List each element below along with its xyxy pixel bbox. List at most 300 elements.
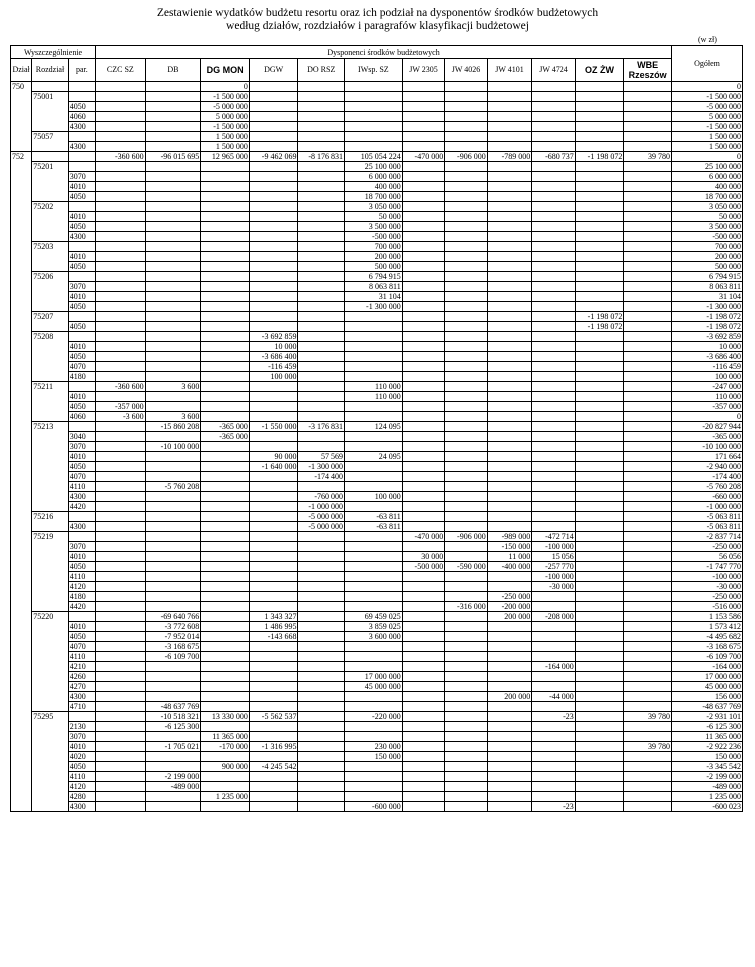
table-cell	[487, 142, 532, 152]
table-cell	[11, 112, 32, 122]
table-cell	[532, 722, 576, 732]
table-cell	[249, 522, 298, 532]
table-cell	[96, 732, 146, 742]
table-cell	[402, 692, 445, 702]
table-cell	[532, 772, 576, 782]
table-cell: -489 000	[672, 782, 743, 792]
table-cell	[624, 112, 672, 122]
table-cell	[532, 422, 576, 432]
table-cell	[11, 672, 32, 682]
table-cell	[575, 762, 624, 772]
table-cell	[532, 352, 576, 362]
table-cell	[532, 252, 576, 262]
table-cell	[402, 402, 445, 412]
table-cell	[445, 82, 488, 92]
table-cell	[201, 652, 250, 662]
table-cell	[11, 522, 32, 532]
table-cell: -5 760 208	[672, 482, 743, 492]
table-cell	[249, 482, 298, 492]
table-cell: 4110	[68, 772, 95, 782]
table-cell	[201, 372, 250, 382]
table-cell: -247 000	[672, 382, 743, 392]
table-row	[11, 802, 743, 812]
table-cell	[575, 562, 624, 572]
header-wbe-rzeszow: WBE Rzeszów	[624, 59, 672, 82]
table-cell: -1 500 000	[201, 122, 250, 132]
header-jw-2305: JW 2305	[402, 59, 445, 82]
table-cell	[96, 222, 146, 232]
table-cell	[445, 462, 488, 472]
table-cell: -1 640 000	[249, 462, 298, 472]
table-cell	[624, 682, 672, 692]
table-cell	[32, 522, 68, 532]
table-cell	[575, 772, 624, 782]
table-cell	[532, 412, 576, 422]
table-cell	[201, 442, 250, 452]
table-cell	[145, 222, 201, 232]
table-cell	[249, 132, 298, 142]
table-cell	[445, 472, 488, 482]
table-cell	[201, 602, 250, 612]
table-cell: -220 000	[345, 712, 403, 722]
table-cell	[201, 482, 250, 492]
table-cell: 4210	[68, 662, 95, 672]
table-cell	[487, 202, 532, 212]
table-cell	[532, 262, 576, 272]
table-cell: 4120	[68, 582, 95, 592]
table-cell	[32, 362, 68, 372]
table-cell	[249, 232, 298, 242]
table-cell	[298, 762, 345, 772]
table-cell	[201, 782, 250, 792]
table-cell	[32, 732, 68, 742]
table-cell	[249, 432, 298, 442]
table-row	[11, 602, 743, 612]
table-row	[11, 472, 743, 482]
table-cell	[402, 172, 445, 182]
table-cell: -3 600	[96, 412, 146, 422]
table-cell	[145, 242, 201, 252]
table-row	[11, 212, 743, 222]
table-cell	[201, 522, 250, 532]
table-row	[11, 392, 743, 402]
table-cell: 39 780	[624, 742, 672, 752]
table-cell: -170 000	[201, 742, 250, 752]
table-cell	[298, 162, 345, 172]
table-cell: 4050	[68, 302, 95, 312]
table-cell	[575, 192, 624, 202]
table-cell	[201, 472, 250, 482]
table-cell	[96, 622, 146, 632]
report-subtitle: według działów, rozdziałów i paragrafów klasyfikacji budżetowej	[226, 20, 529, 32]
table-row	[11, 562, 743, 572]
table-cell	[96, 202, 146, 212]
table-cell	[11, 312, 32, 322]
table-cell: 75001	[32, 92, 68, 102]
table-cell	[145, 102, 201, 112]
table-cell	[145, 682, 201, 692]
table-row	[11, 302, 743, 312]
table-cell: -1 500 000	[201, 92, 250, 102]
table-cell	[96, 352, 146, 362]
table-cell	[32, 542, 68, 552]
table-cell: 3070	[68, 282, 95, 292]
table-cell: 1 153 586	[672, 612, 743, 622]
table-cell	[145, 202, 201, 212]
table-cell	[575, 782, 624, 792]
table-cell: 4050	[68, 102, 95, 112]
table-cell	[201, 352, 250, 362]
table-cell	[624, 522, 672, 532]
table-cell	[575, 222, 624, 232]
table-cell	[445, 702, 488, 712]
table-cell	[575, 552, 624, 562]
table-cell	[249, 142, 298, 152]
table-cell	[32, 182, 68, 192]
table-cell	[298, 182, 345, 192]
table-cell	[96, 82, 146, 92]
table-cell	[575, 492, 624, 502]
table-cell	[487, 382, 532, 392]
table-cell	[402, 232, 445, 242]
table-cell	[201, 212, 250, 222]
table-cell: -2 922 236	[672, 742, 743, 752]
table-cell	[624, 182, 672, 192]
table-cell	[11, 472, 32, 482]
table-cell	[575, 112, 624, 122]
table-cell: 4050	[68, 632, 95, 642]
table-cell	[11, 582, 32, 592]
table-cell	[96, 802, 146, 812]
table-cell	[402, 722, 445, 732]
table-cell	[298, 682, 345, 692]
table-cell	[532, 182, 576, 192]
table-cell	[298, 142, 345, 152]
table-cell	[445, 272, 488, 282]
table-cell	[32, 392, 68, 402]
table-cell	[345, 362, 403, 372]
table-cell: -8 176 831	[298, 152, 345, 162]
table-cell	[487, 412, 532, 422]
table-cell	[445, 402, 488, 412]
table-cell: 12 965 000	[201, 152, 250, 162]
table-cell	[249, 442, 298, 452]
table-row	[11, 552, 743, 562]
table-cell: 69 459 025	[345, 612, 403, 622]
table-cell: 10 000	[672, 342, 743, 352]
table-cell	[32, 352, 68, 362]
table-cell	[11, 482, 32, 492]
table-cell	[487, 402, 532, 412]
table-row	[11, 102, 743, 112]
table-cell	[249, 392, 298, 402]
table-cell	[487, 392, 532, 402]
header-do-rsz: DO RSZ	[298, 59, 345, 82]
table-cell	[532, 202, 576, 212]
table-cell	[201, 772, 250, 782]
table-row	[11, 522, 743, 532]
table-cell: 200 000	[345, 252, 403, 262]
table-cell	[298, 482, 345, 492]
table-cell	[96, 162, 146, 172]
table-cell	[575, 702, 624, 712]
table-cell	[145, 262, 201, 272]
table-cell	[32, 472, 68, 482]
table-cell	[487, 732, 532, 742]
table-cell: 4010	[68, 292, 95, 302]
table-cell	[298, 712, 345, 722]
table-cell	[624, 282, 672, 292]
table-cell: 1 235 000	[672, 792, 743, 802]
table-cell: 3 859 025	[345, 622, 403, 632]
table-cell	[532, 232, 576, 242]
table-cell	[624, 162, 672, 172]
table-cell	[445, 662, 488, 672]
table-cell: -63 811	[345, 512, 403, 522]
table-row	[11, 652, 743, 662]
table-cell	[345, 312, 403, 322]
table-cell: 4420	[68, 502, 95, 512]
table-cell	[249, 502, 298, 512]
table-cell: 4070	[68, 362, 95, 372]
table-cell	[575, 692, 624, 702]
table-cell	[298, 612, 345, 622]
table-cell: 4050	[68, 262, 95, 272]
table-cell	[298, 702, 345, 712]
table-cell	[249, 212, 298, 222]
table-cell: 4010	[68, 742, 95, 752]
table-cell	[345, 112, 403, 122]
table-cell	[345, 662, 403, 672]
table-cell: 45 000 000	[345, 682, 403, 692]
table-row	[11, 692, 743, 702]
table-cell	[96, 242, 146, 252]
table-cell	[145, 692, 201, 702]
table-cell: -30 000	[672, 582, 743, 592]
table-cell	[68, 382, 95, 392]
table-cell	[445, 552, 488, 562]
table-cell	[575, 652, 624, 662]
table-cell	[11, 442, 32, 452]
table-cell	[298, 562, 345, 572]
table-cell: 10 000	[249, 342, 298, 352]
table-cell	[96, 272, 146, 282]
table-cell: -760 000	[298, 492, 345, 502]
table-cell: 25 100 000	[672, 162, 743, 172]
table-cell	[249, 472, 298, 482]
table-cell	[402, 762, 445, 772]
table-cell	[575, 142, 624, 152]
table-cell	[201, 552, 250, 562]
table-cell	[32, 432, 68, 442]
table-cell: 4280	[68, 792, 95, 802]
table-cell: -1 198 072	[575, 322, 624, 332]
table-cell: -2 199 000	[145, 772, 201, 782]
table-cell	[445, 572, 488, 582]
table-cell	[402, 282, 445, 292]
table-row	[11, 632, 743, 642]
table-cell: 3 500 000	[672, 222, 743, 232]
table-cell	[11, 452, 32, 462]
table-cell	[11, 382, 32, 392]
table-cell	[145, 322, 201, 332]
table-cell	[445, 802, 488, 812]
table-cell: -23	[532, 712, 576, 722]
table-cell: -3 686 400	[249, 352, 298, 362]
table-cell	[249, 552, 298, 562]
table-cell: 4010	[68, 252, 95, 262]
table-cell: 6 794 915	[672, 272, 743, 282]
table-cell: 4010	[68, 212, 95, 222]
table-cell: 4300	[68, 492, 95, 502]
table-cell	[624, 132, 672, 142]
table-cell	[32, 792, 68, 802]
table-cell: 900 000	[201, 762, 250, 772]
table-cell	[575, 612, 624, 622]
table-cell: 4020	[68, 752, 95, 762]
table-cell	[487, 792, 532, 802]
table-cell	[32, 322, 68, 332]
table-cell	[487, 282, 532, 292]
table-cell	[532, 472, 576, 482]
table-cell	[11, 342, 32, 352]
table-cell	[624, 462, 672, 472]
table-cell	[298, 312, 345, 322]
table-cell: 156 000	[672, 692, 743, 702]
table-cell	[201, 382, 250, 392]
table-cell: 400 000	[672, 182, 743, 192]
table-cell: 3 600	[145, 412, 201, 422]
table-cell: -316 000	[445, 602, 488, 612]
table-cell	[32, 742, 68, 752]
table-cell	[624, 102, 672, 112]
table-cell	[145, 272, 201, 282]
table-cell	[298, 232, 345, 242]
table-cell: 4050	[68, 222, 95, 232]
table-cell	[487, 252, 532, 262]
table-cell	[445, 442, 488, 452]
table-cell	[249, 302, 298, 312]
table-cell	[487, 652, 532, 662]
table-cell	[345, 542, 403, 552]
table-cell	[445, 622, 488, 632]
table-cell	[32, 172, 68, 182]
table-cell: 3 050 000	[345, 202, 403, 212]
table-cell	[145, 112, 201, 122]
table-cell	[487, 632, 532, 642]
table-cell	[445, 162, 488, 172]
table-cell	[532, 112, 576, 122]
table-cell	[445, 772, 488, 782]
table-cell: 4300	[68, 692, 95, 702]
table-cell	[11, 572, 32, 582]
table-cell	[487, 662, 532, 672]
table-cell: -1 000 000	[672, 502, 743, 512]
table-cell	[96, 432, 146, 442]
table-row	[11, 312, 743, 322]
table-cell	[487, 502, 532, 512]
table-cell	[624, 92, 672, 102]
table-cell: 4060	[68, 412, 95, 422]
table-row	[11, 292, 743, 302]
table-cell	[145, 172, 201, 182]
table-cell: 3 600	[145, 382, 201, 392]
table-cell	[624, 792, 672, 802]
table-row	[11, 582, 743, 592]
table-cell	[11, 242, 32, 252]
table-cell	[249, 692, 298, 702]
table-cell	[201, 392, 250, 402]
table-cell	[201, 402, 250, 412]
table-cell: 100 000	[672, 372, 743, 382]
table-row	[11, 182, 743, 192]
table-cell	[145, 192, 201, 202]
table-cell: 39 780	[624, 152, 672, 162]
table-cell	[575, 392, 624, 402]
table-cell	[32, 82, 68, 92]
table-cell: 57 569	[298, 452, 345, 462]
table-cell: -1 316 995	[249, 742, 298, 752]
table-cell: 0	[672, 152, 743, 162]
table-cell	[345, 372, 403, 382]
table-cell	[249, 382, 298, 392]
table-cell: 75208	[32, 332, 68, 342]
table-cell	[298, 692, 345, 702]
table-cell	[487, 122, 532, 132]
table-cell	[487, 462, 532, 472]
table-cell: 700 000	[672, 242, 743, 252]
table-cell	[96, 262, 146, 272]
table-cell	[249, 642, 298, 652]
table-cell	[11, 212, 32, 222]
table-cell	[624, 652, 672, 662]
table-cell: 90 000	[249, 452, 298, 462]
table-row	[11, 82, 743, 92]
table-cell	[445, 652, 488, 662]
table-cell	[298, 132, 345, 142]
table-cell	[298, 302, 345, 312]
table-cell	[298, 282, 345, 292]
table-cell	[32, 652, 68, 662]
table-cell	[402, 442, 445, 452]
table-cell	[445, 492, 488, 502]
table-cell	[445, 262, 488, 272]
table-cell	[145, 502, 201, 512]
table-row	[11, 132, 743, 142]
table-cell	[96, 302, 146, 312]
table-cell: -365 000	[201, 432, 250, 442]
table-cell	[32, 482, 68, 492]
table-cell	[32, 632, 68, 642]
table-cell	[298, 792, 345, 802]
table-row	[11, 542, 743, 552]
table-cell: -5 000 000	[298, 512, 345, 522]
table-cell	[201, 582, 250, 592]
table-cell	[487, 372, 532, 382]
table-cell	[249, 592, 298, 602]
table-cell: 75213	[32, 422, 68, 432]
table-cell	[575, 232, 624, 242]
table-cell	[624, 542, 672, 552]
table-cell	[32, 282, 68, 292]
table-cell	[624, 472, 672, 482]
table-cell	[402, 102, 445, 112]
table-cell: -3 168 675	[672, 642, 743, 652]
table-cell	[32, 342, 68, 352]
header-db: DB	[145, 59, 201, 82]
table-cell: -143 668	[249, 632, 298, 642]
table-cell: -1 198 072	[672, 322, 743, 332]
